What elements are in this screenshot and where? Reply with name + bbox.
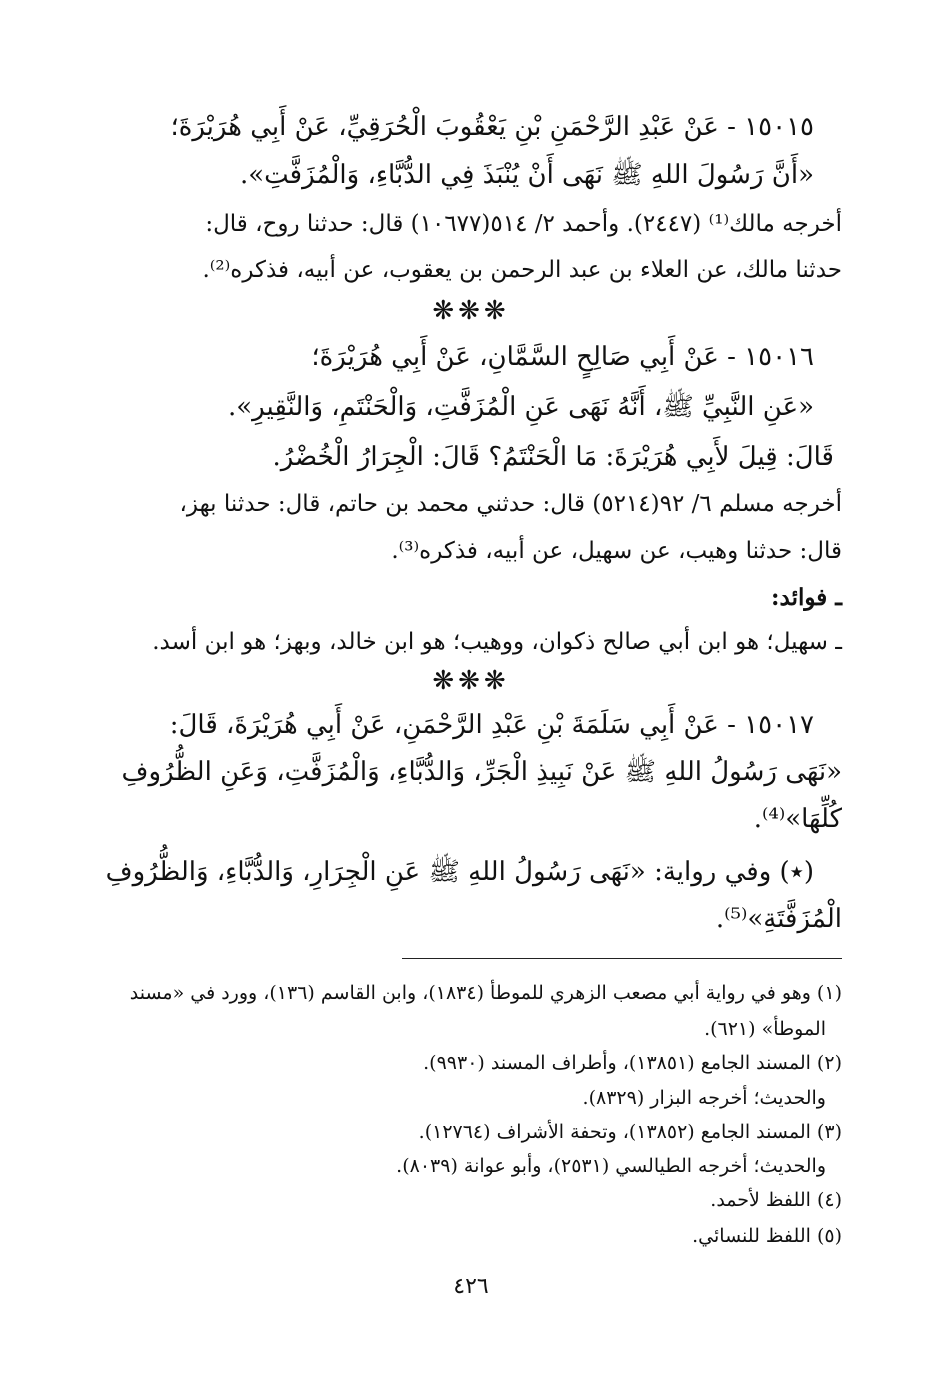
footnote-2-line1: (٢) المسند الجامع (١٣٨٥١)، وأطراف المسند (٩٩٣٠). [423,1052,842,1074]
hadith-15015-takhrij-line2: حدثنا مالك، عن العلاء بن عبد الرحمن بن يعقوب، عن أبيه، فذكره⁽²⁾. [202,257,842,283]
hadith-15017-matn-line1: «نَهَى رَسُولُ اللهِ ﷺ عَنْ نَبِيذِ الْجَرِّ، وَالدُّبَّاءِ، وَالْمُزَفَّتِ، وَعَنِ الظُّرُوفِ [121,757,842,787]
section-separator: ❋❋❋ [432,296,510,326]
footnote-3-line1: (٣) المسند الجامع (١٣٨٥٢)، وتحفة الأشراف (١٢٧٦٤). [418,1121,842,1143]
page-number: ٤٢٦ [453,1274,489,1299]
section-separator: ❋❋❋ [432,666,510,696]
footnote-2-line2: والحديث؛ أخرجه البزار (٨٣٢٩). [582,1087,826,1109]
benefits-text: ـ سهيل؛ هو ابن أبي صالح ذكوان، ووهيب؛ هو ابن خالد، وبهز؛ هو ابن أسد. [152,629,842,655]
hadith-15016-isnad: ١٥٠١٦ - عَنْ أَبِي صَالِحٍ السَّمَّانِ، عَنْ أَبِي هُرَيْرَةَ؛ [311,342,814,372]
footnote-4: (٤) اللفظ لأحمد. [710,1189,842,1211]
hadith-15016-takhrij-line1: أخرجه مسلم ٦/ ٩٢(٥٢١٤) قال: حدثني محمد بن حاتم، قال: حدثنا بهز، [179,491,842,517]
hadith-15017-matn-line2: كُلِّهَا»⁽⁴⁾. [753,804,842,834]
hadith-15016-matn: «عَنِ النَّبِيِّ ﷺ، أَنَّهُ نَهَى عَنِ الْمُزَفَّتِ، وَالْحَنْتَمِ، وَالنَّقِيرِ». [227,392,814,422]
hadith-15016-takhrij-line2: قال: حدثنا وهيب، عن سهيل، عن أبيه، فذكره⁽³⁾. [391,538,842,564]
hadith-15017-variant-line2: الْمُزَفَّتَةِ»⁽⁵⁾. [715,904,842,934]
hadith-15017-variant-line1: (٭) وفي رواية: «نَهَى رَسُولُ اللهِ ﷺ عَنِ الْجِرَارِ، وَالدُّبَّاءِ، وَالظُّرُوفِ [105,857,814,887]
benefits-heading: ـ فوائد: [771,584,842,611]
hadith-15017-isnad: ١٥٠١٧ - عَنْ أَبِي سَلَمَةَ بْنِ عَبْدِ الرَّحْمَنِ، عَنْ أَبِي هُرَيْرَةَ، قَالَ: [169,710,814,740]
footnote-5: (٥) اللفظ للنسائي. [692,1225,842,1247]
hadith-15015-matn: «أَنَّ رَسُولَ اللهِ ﷺ نَهَى أَنْ يُنْبَذَ فِي الدُّبَّاءِ، وَالْمُزَفَّتِ». [239,160,814,190]
hadith-15015-isnad: ١٥٠١٥ - عَنْ عَبْدِ الرَّحْمَنِ بْنِ يَعْقُوبَ الْحُرَقِيِّ، عَنْ أَبِي هُرَيْرَةَ؛ [170,112,814,142]
footnote-1-line1: (١) وهو في رواية أبي مصعب الزهري للموطأ (١٨٣٤)، وابن القاسم (١٣٦)، وورد في «مسند [129,982,842,1004]
hadith-15016-explanation: قَالَ: قِيلَ لأَبِي هُرَيْرَةَ: مَا الْحَنْتَمُ؟ قَالَ: الْجِرَارُ الْخُضْرُ. [272,442,834,472]
footnote-1-line2: الموطأ» (٦٢١). [704,1018,826,1040]
footnote-separator [402,958,842,959]
footnote-3-line2: والحديث؛ أخرجه الطيالسي (٢٥٣١)، وأبو عوانة (٨٠٣٩). [396,1155,826,1177]
hadith-15015-takhrij-line1: أخرجه مالك⁽¹⁾ (٢٤٤٧). وأحمد ٢/ ٥١٤(١٠٦٧٧) قال: حدثنا روح، قال: [205,211,842,237]
